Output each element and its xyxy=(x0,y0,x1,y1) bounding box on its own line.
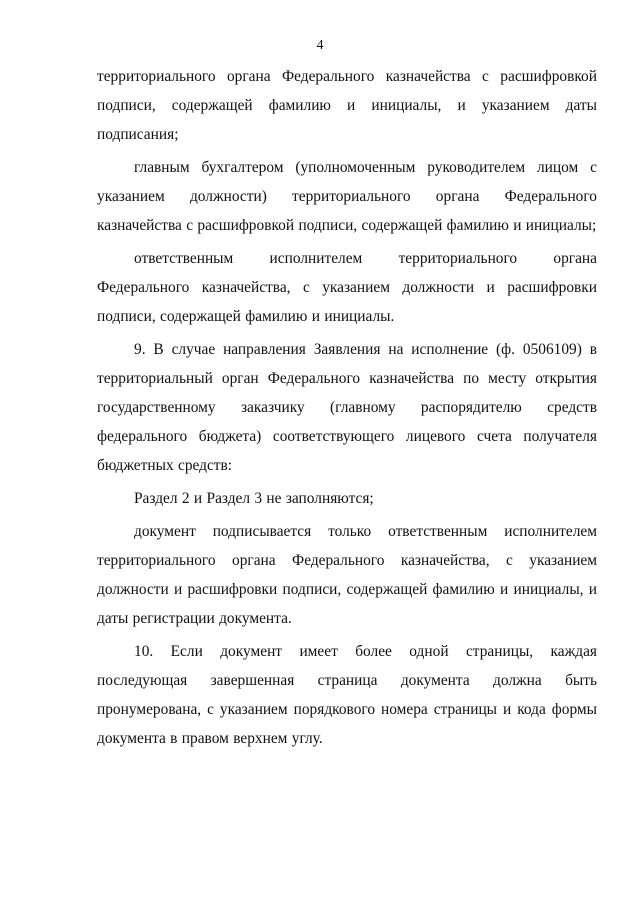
paragraph-responsible-executor: ответственным исполнителем территориального органа Федерального казначейства, с указанием должности и расшифровки подписи, содержащей фамилию и инициалы. xyxy=(97,250,597,325)
paragraph-signature-head: территориального органа Федерального казначейства с расшифровкой подписи, содержащей фамилию и инициалы, и указанием даты подписания; xyxy=(97,68,597,143)
paragraph-document-signed: документ подписывается только ответственным исполнителем территориального органа Федерального казначейства, с указанием должности и расшифровки подписи, содержащей фамилию и инициалы, и даты регистрации документа. xyxy=(97,523,597,627)
paragraph-item-9: 9. В случае направления Заявления на исполнение (ф. 0506109) в территориальный орган Федерального казначейства по месту открытия государственному заказчику (главному распорядителю средств федерального бюджета) соответствующего лицевого счета получателя бюджетных средств: xyxy=(97,341,597,474)
paragraph-sections-empty: Раздел 2 и Раздел 3 не заполняются; xyxy=(134,490,374,507)
paragraph-chief-accountant: главным бухгалтером (уполномоченным руководителем лицом с указанием должности) территориального органа Федерального казначейства с расшифровкой подписи, содержащей фамилию и инициалы; xyxy=(97,159,597,234)
page-number: 4 xyxy=(316,38,324,53)
document-body xyxy=(97,62,597,753)
paragraph-item-10: 10. Если документ имеет более одной страницы, каждая последующая завершенная страница документа должна быть пронумерована, с указанием порядкового номера страницы и кода формы документа в правом верхнем углу. xyxy=(97,643,597,747)
